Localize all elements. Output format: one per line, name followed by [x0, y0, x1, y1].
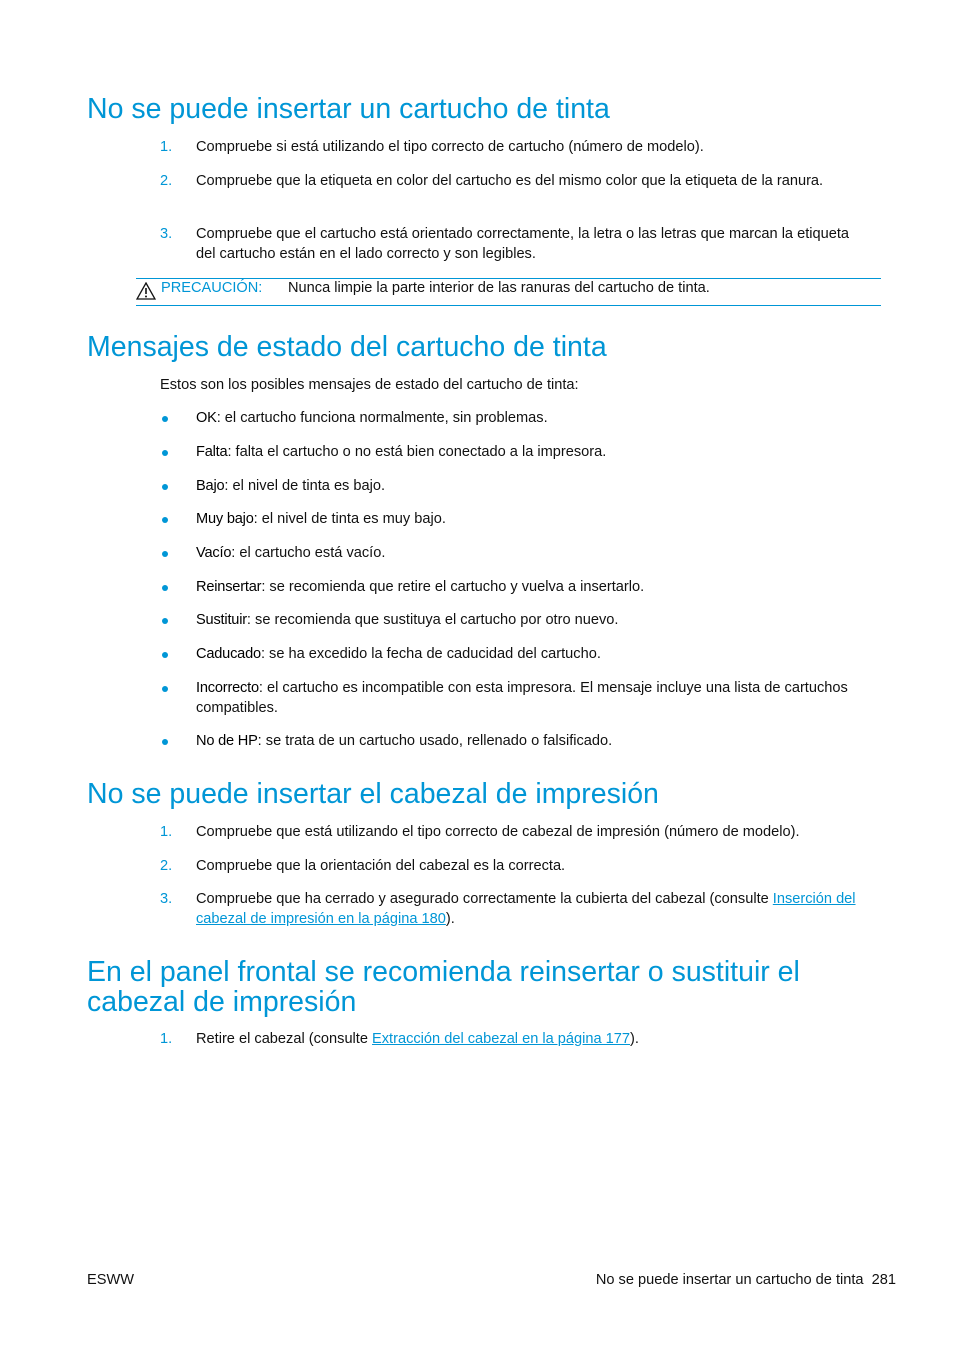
status-term: Sustituir — [196, 612, 247, 628]
list-item — [160, 679, 860, 718]
bullet-icon — [162, 585, 168, 591]
status-description: : el nivel de tinta es muy bajo. — [253, 511, 446, 527]
status-description: : falta el cartucho o no está bien conectado a la impresora. — [227, 444, 607, 460]
status-description: : se trata de un cartucho usado, rellenado o falsificado. — [257, 733, 613, 749]
step-text: Compruebe que la orientación del cabezal es la correcta. — [196, 858, 566, 874]
cross-reference-link[interactable]: Extracción del cabezal en la página 177 — [372, 1031, 631, 1047]
step-number: 1. — [160, 1031, 173, 1047]
list-item — [160, 1030, 860, 1050]
list-item — [160, 611, 860, 631]
section-heading-front-panel: En el panel frontal se recomienda reinsertar o sustituir el cabezal de impresión — [87, 956, 800, 1018]
status-term: Vacío — [196, 545, 232, 561]
list-item — [160, 409, 860, 429]
bullet-icon — [162, 484, 168, 490]
status-term: Falta — [196, 444, 228, 460]
status-description: : se recomienda que retire el cartucho y vuelva a insertarlo. — [261, 579, 645, 595]
list-item — [160, 857, 860, 877]
section-heading-insert-cartridge: No se puede insertar un cartucho de tinta — [87, 93, 610, 125]
list-item — [160, 443, 860, 463]
status-description: : el cartucho es incompatible con esta impresora. El mensaje incluye una lista de cartuchos compatibles. — [196, 680, 848, 716]
list-item — [160, 544, 860, 564]
bullet-icon — [162, 450, 168, 456]
list-item — [160, 890, 860, 929]
step-number: 1. — [160, 139, 173, 155]
status-term: OK — [196, 410, 217, 426]
step-number: 1. — [160, 824, 173, 840]
footer-right — [596, 1271, 896, 1290]
status-term: Reinsertar — [196, 579, 262, 595]
list-item — [160, 225, 860, 264]
step-text: Compruebe que está utilizando el tipo correcto de cabezal de impresión (número de modelo). — [196, 824, 800, 840]
list-item — [160, 645, 860, 665]
caution-text: Nunca limpie la parte interior de las ranuras del cartucho de tinta. — [288, 280, 710, 296]
intro-paragraph: Estos son los posibles mensajes de estado del cartucho de tinta: — [160, 377, 579, 393]
caution-label: PRECAUCIÓN: — [161, 280, 263, 296]
status-term: Muy bajo — [196, 511, 254, 527]
list-item — [160, 510, 860, 530]
step-number: 2. — [160, 858, 173, 874]
bullet-icon — [162, 416, 168, 422]
step-number: 2. — [160, 173, 173, 189]
section-heading-insert-printhead: No se puede insertar el cabezal de impresión — [87, 778, 659, 810]
status-description: : el nivel de tinta es bajo. — [224, 478, 386, 494]
step-text: Compruebe si está utilizando el tipo correcto de cartucho (número de modelo). — [196, 139, 704, 155]
step-number: 3. — [160, 226, 173, 242]
step-text-end: ). — [630, 1031, 639, 1047]
bullet-icon — [162, 652, 168, 658]
step-text: Compruebe que la etiqueta en color del cartucho es del mismo color que la etiqueta de la ranura. — [196, 173, 824, 189]
list-item — [160, 823, 860, 843]
page-number: 281 — [871, 1272, 896, 1288]
status-description: : el cartucho está vacío. — [231, 545, 386, 561]
footer-left: ESWW — [87, 1272, 135, 1288]
bullet-icon — [162, 618, 168, 624]
cross-reference-link[interactable]: Inserción del cabezal de impresión en la página 180 — [196, 891, 856, 927]
step-number: 3. — [160, 891, 173, 907]
list-item — [160, 138, 860, 158]
list-item — [160, 732, 860, 752]
warning-icon — [136, 282, 156, 300]
caution-note — [136, 278, 881, 306]
bullet-icon — [162, 551, 168, 557]
status-description: : el cartucho funciona normalmente, sin problemas. — [216, 410, 548, 426]
step-text: Compruebe que el cartucho está orientado correctamente, la letra o las letras que marcan la etiqueta del cartucho están en el lado correcto y son legibles. — [196, 226, 850, 262]
step-text-end: ). — [445, 910, 455, 927]
section-heading-status-messages: Mensajes de estado del cartucho de tinta — [87, 331, 607, 363]
status-description: : se ha excedido la fecha de caducidad del cartucho. — [260, 646, 601, 662]
status-description: : se recomienda que sustituya el cartucho por otro nuevo. — [246, 612, 619, 628]
list-item — [160, 578, 860, 598]
bullet-icon — [162, 739, 168, 745]
bullet-icon — [162, 517, 168, 523]
list-item — [160, 477, 860, 497]
status-term: Bajo — [196, 478, 225, 494]
step-text: Compruebe que ha cerrado y asegurado correctamente la cubierta del cabezal (consulte — [196, 891, 773, 907]
status-term: No de HP — [196, 733, 258, 749]
list-item — [160, 172, 860, 192]
footer-title: No se puede insertar un cartucho de tinta — [595, 1272, 864, 1288]
status-term: Caducado — [196, 646, 261, 662]
bullet-icon — [162, 686, 168, 692]
step-text: Retire el cabezal (consulte — [196, 1031, 373, 1047]
status-term: Incorrecto — [196, 680, 259, 696]
